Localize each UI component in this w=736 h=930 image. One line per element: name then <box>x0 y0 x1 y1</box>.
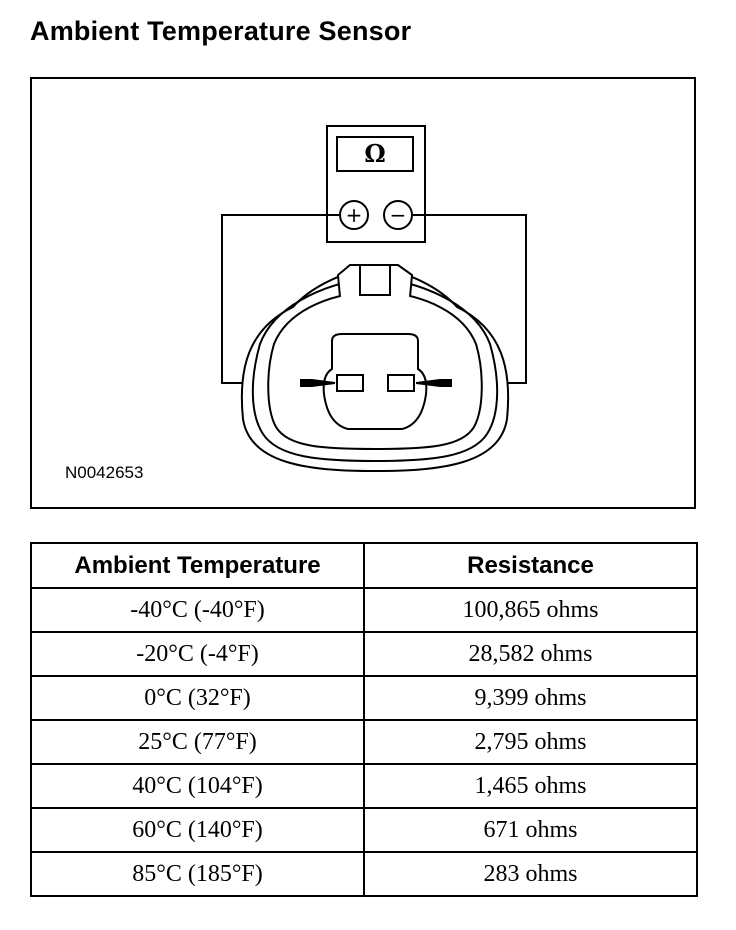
diagram-svg <box>32 79 698 511</box>
table-row <box>31 720 697 764</box>
temperature-cell: 85°C (185°F) <box>31 852 364 896</box>
table-row <box>31 852 697 896</box>
connector-pin-1 <box>337 375 363 391</box>
header-resistance: Resistance <box>364 543 697 588</box>
connector-pin-2 <box>388 375 414 391</box>
resistance-cell: 671 ohms <box>364 808 697 852</box>
resistance-cell: 9,399 ohms <box>364 676 697 720</box>
resistance-table <box>30 542 698 897</box>
ohm-symbol: Ω <box>364 139 386 168</box>
temperature-cell: -20°C (-4°F) <box>31 632 364 676</box>
table-header-row <box>31 543 697 588</box>
minus-symbol: − <box>389 203 407 227</box>
header-ambient-temperature: Ambient Temperature <box>31 543 364 588</box>
resistance-cell: 100,865 ohms <box>364 588 697 632</box>
table-row <box>31 764 697 808</box>
resistance-cell: 2,795 ohms <box>364 720 697 764</box>
figure-id: N0042653 <box>65 463 144 482</box>
table-row <box>31 632 697 676</box>
resistance-cell: 283 ohms <box>364 852 697 896</box>
temperature-cell: 40°C (104°F) <box>31 764 364 808</box>
plus-symbol: + <box>345 203 363 227</box>
temperature-cell: 0°C (32°F) <box>31 676 364 720</box>
table-row <box>31 808 697 852</box>
temperature-cell: 60°C (140°F) <box>31 808 364 852</box>
wiring-diagram <box>30 77 696 509</box>
temperature-cell: -40°C (-40°F) <box>31 588 364 632</box>
table-row <box>31 588 697 632</box>
resistance-cell: 28,582 ohms <box>364 632 697 676</box>
resistance-cell: 1,465 ohms <box>364 764 697 808</box>
temperature-cell: 25°C (77°F) <box>31 720 364 764</box>
connector-latch-window <box>360 265 390 295</box>
table-row <box>31 676 697 720</box>
page-title: Ambient Temperature Sensor <box>30 16 412 46</box>
